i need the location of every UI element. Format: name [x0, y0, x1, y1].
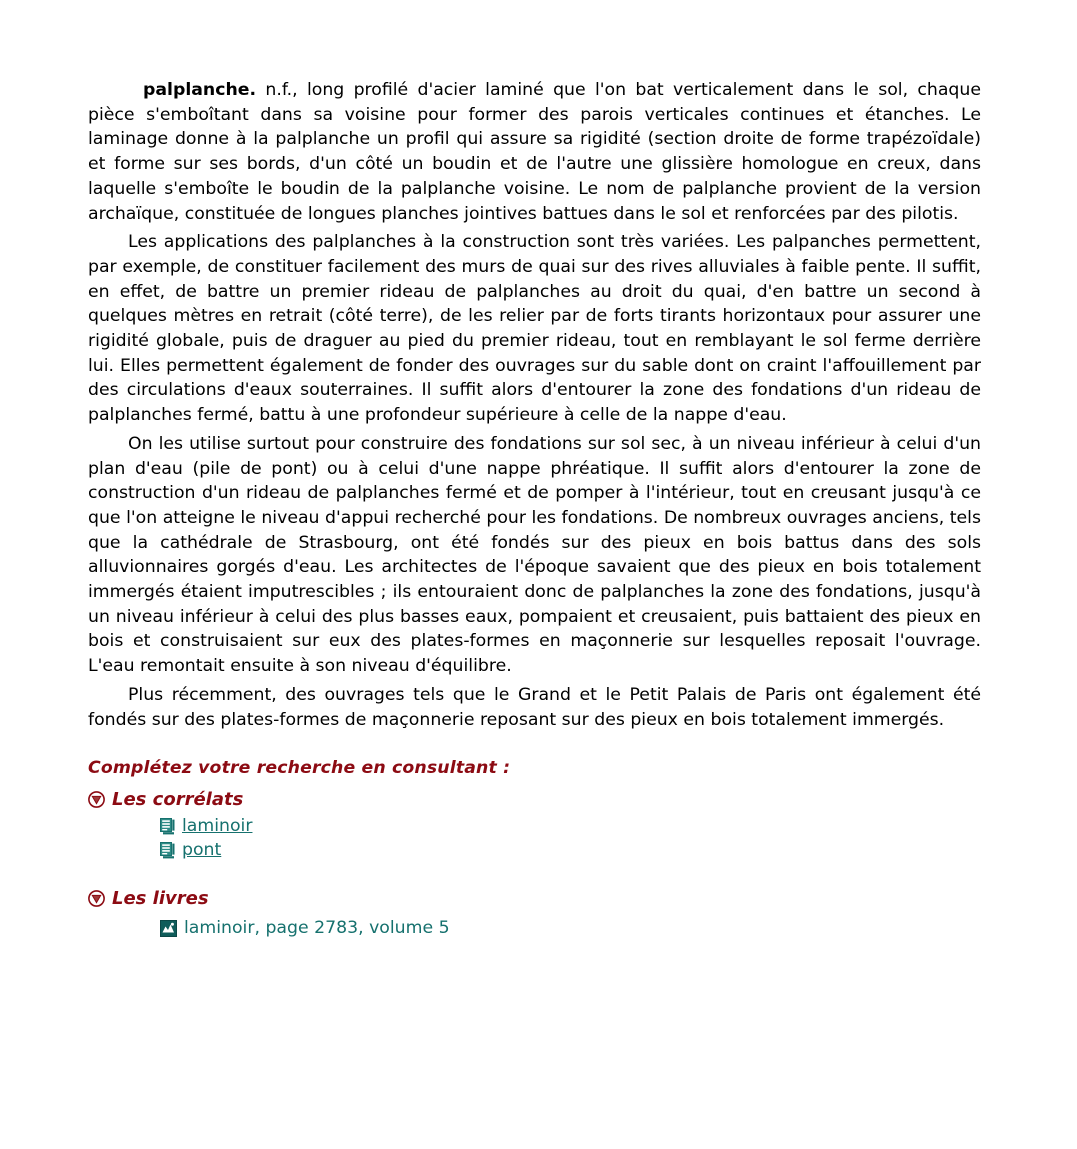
link-label[interactable]: pont: [182, 840, 222, 861]
section-title-correlats: Les corrélats: [112, 789, 244, 811]
recent-works-paragraph: Plus récemment, des ouvrages tels que le Grand et le Petit Palais de Paris ont également été fondés sur des plates-formes de maçonnerie reposant sur des pieux en bois totalement immergés.: [88, 684, 981, 730]
definition-paragraph: [88, 78, 981, 226]
definition-text: n.f., long profilé d'acier laminé que l'on bat verticalement dans le sol, chaque pièce s'emboîtant dans sa voisine pour former des parois verticales continues et étanches. Le laminage donne à la palplanche un profil qui assure sa rigidité (section droite de forme trapézoïdale) et forme sur ses bords, d'un côté un boudin et de l'autre une glissière homologue en creux, dans laquelle s'emboîte le boudin de la palplanche voisine. Le nom de palplanche provient de la version archaïque, constituée de longues planches jointives battues dans le sol et renforcées par des pilotis.: [88, 80, 981, 224]
applications-paragraph: Les applications des palplanches à la construction sont très variées. Les palpanches permettent, par exemple, de constituer facilement des murs de quai sur des rives alluviales à faible pente. Il suffit, en effet, de battre un premier rideau de palplanches au droit du quai, d'en battre un second à quelques mètres en retrait (côté terre), de les relier par de forts tirants horizontaux pour assurer une rigidité globale, puis de draguer au pied du premier rideau, tout en remblayant le sol ferme derrière lui. Elles permettent également de fonder des ouvrages sur du sable dont on craint l'affouillement par des circulations d'eaux souterraines. Il suffit alors d'entourer la zone des fondations d'un rideau de palplanches fermé, battu à une profondeur supérieure à celle de la nappe d'eau.: [88, 232, 981, 426]
complete-research-label: Complétez votre recherche en consultant :: [88, 758, 511, 779]
section-heading-livres: [88, 888, 981, 909]
correlats-link-list: [88, 814, 981, 862]
list-item[interactable]: [160, 814, 981, 838]
list-item[interactable]: [160, 838, 981, 862]
image-icon: [160, 920, 177, 937]
section-heading-correlats: [88, 789, 981, 810]
section-title-livres: Les livres: [112, 888, 209, 910]
link-label[interactable]: laminoir: [182, 816, 253, 837]
list-item[interactable]: [160, 916, 981, 940]
headword: palplanche.: [143, 80, 257, 100]
foundations-paragraph: On les utilise surtout pour construire des fondations sur sol sec, à un niveau inférieur à celui d'un plan d'eau (pile de pont) ou à celui d'une nappe phréatique. Il suffit alors d'entourer la zone de construction d'un rideau de palplanches fermé et de pomper à l'intérieur, tout en creusant jusqu'à ce que l'on atteigne le niveau d'appui recherché pour les fondations. De nombreux ouvrages anciens, tels que la cathédrale de Strasbourg, ont été fondés sur des pieux en bois battus dans des sols alluvionnaires gorgés d'eau. Les architectes de l'époque savaient que des pieux en bois totalement immergés étaient imputrescibles ; ils entouraient donc de palplanches la zone des fondations, jusqu'à un niveau inférieur à celui des plus basses eaux, pompaient et creusaient, puis battaient des pieux en bois et construisaient sur eux des plates-formes en maçonnerie sur lesquelles reposait l'ouvrage. L'eau remontait ensuite à son niveau d'équilibre.: [88, 433, 981, 677]
circle-down-triangle-icon: [88, 791, 105, 808]
document-content: [88, 78, 981, 940]
circle-down-triangle-icon: [88, 890, 105, 907]
document-icon: [160, 842, 176, 859]
book-reference-label: laminoir, page 2783, volume 5: [184, 918, 450, 939]
document-icon: [160, 818, 176, 835]
